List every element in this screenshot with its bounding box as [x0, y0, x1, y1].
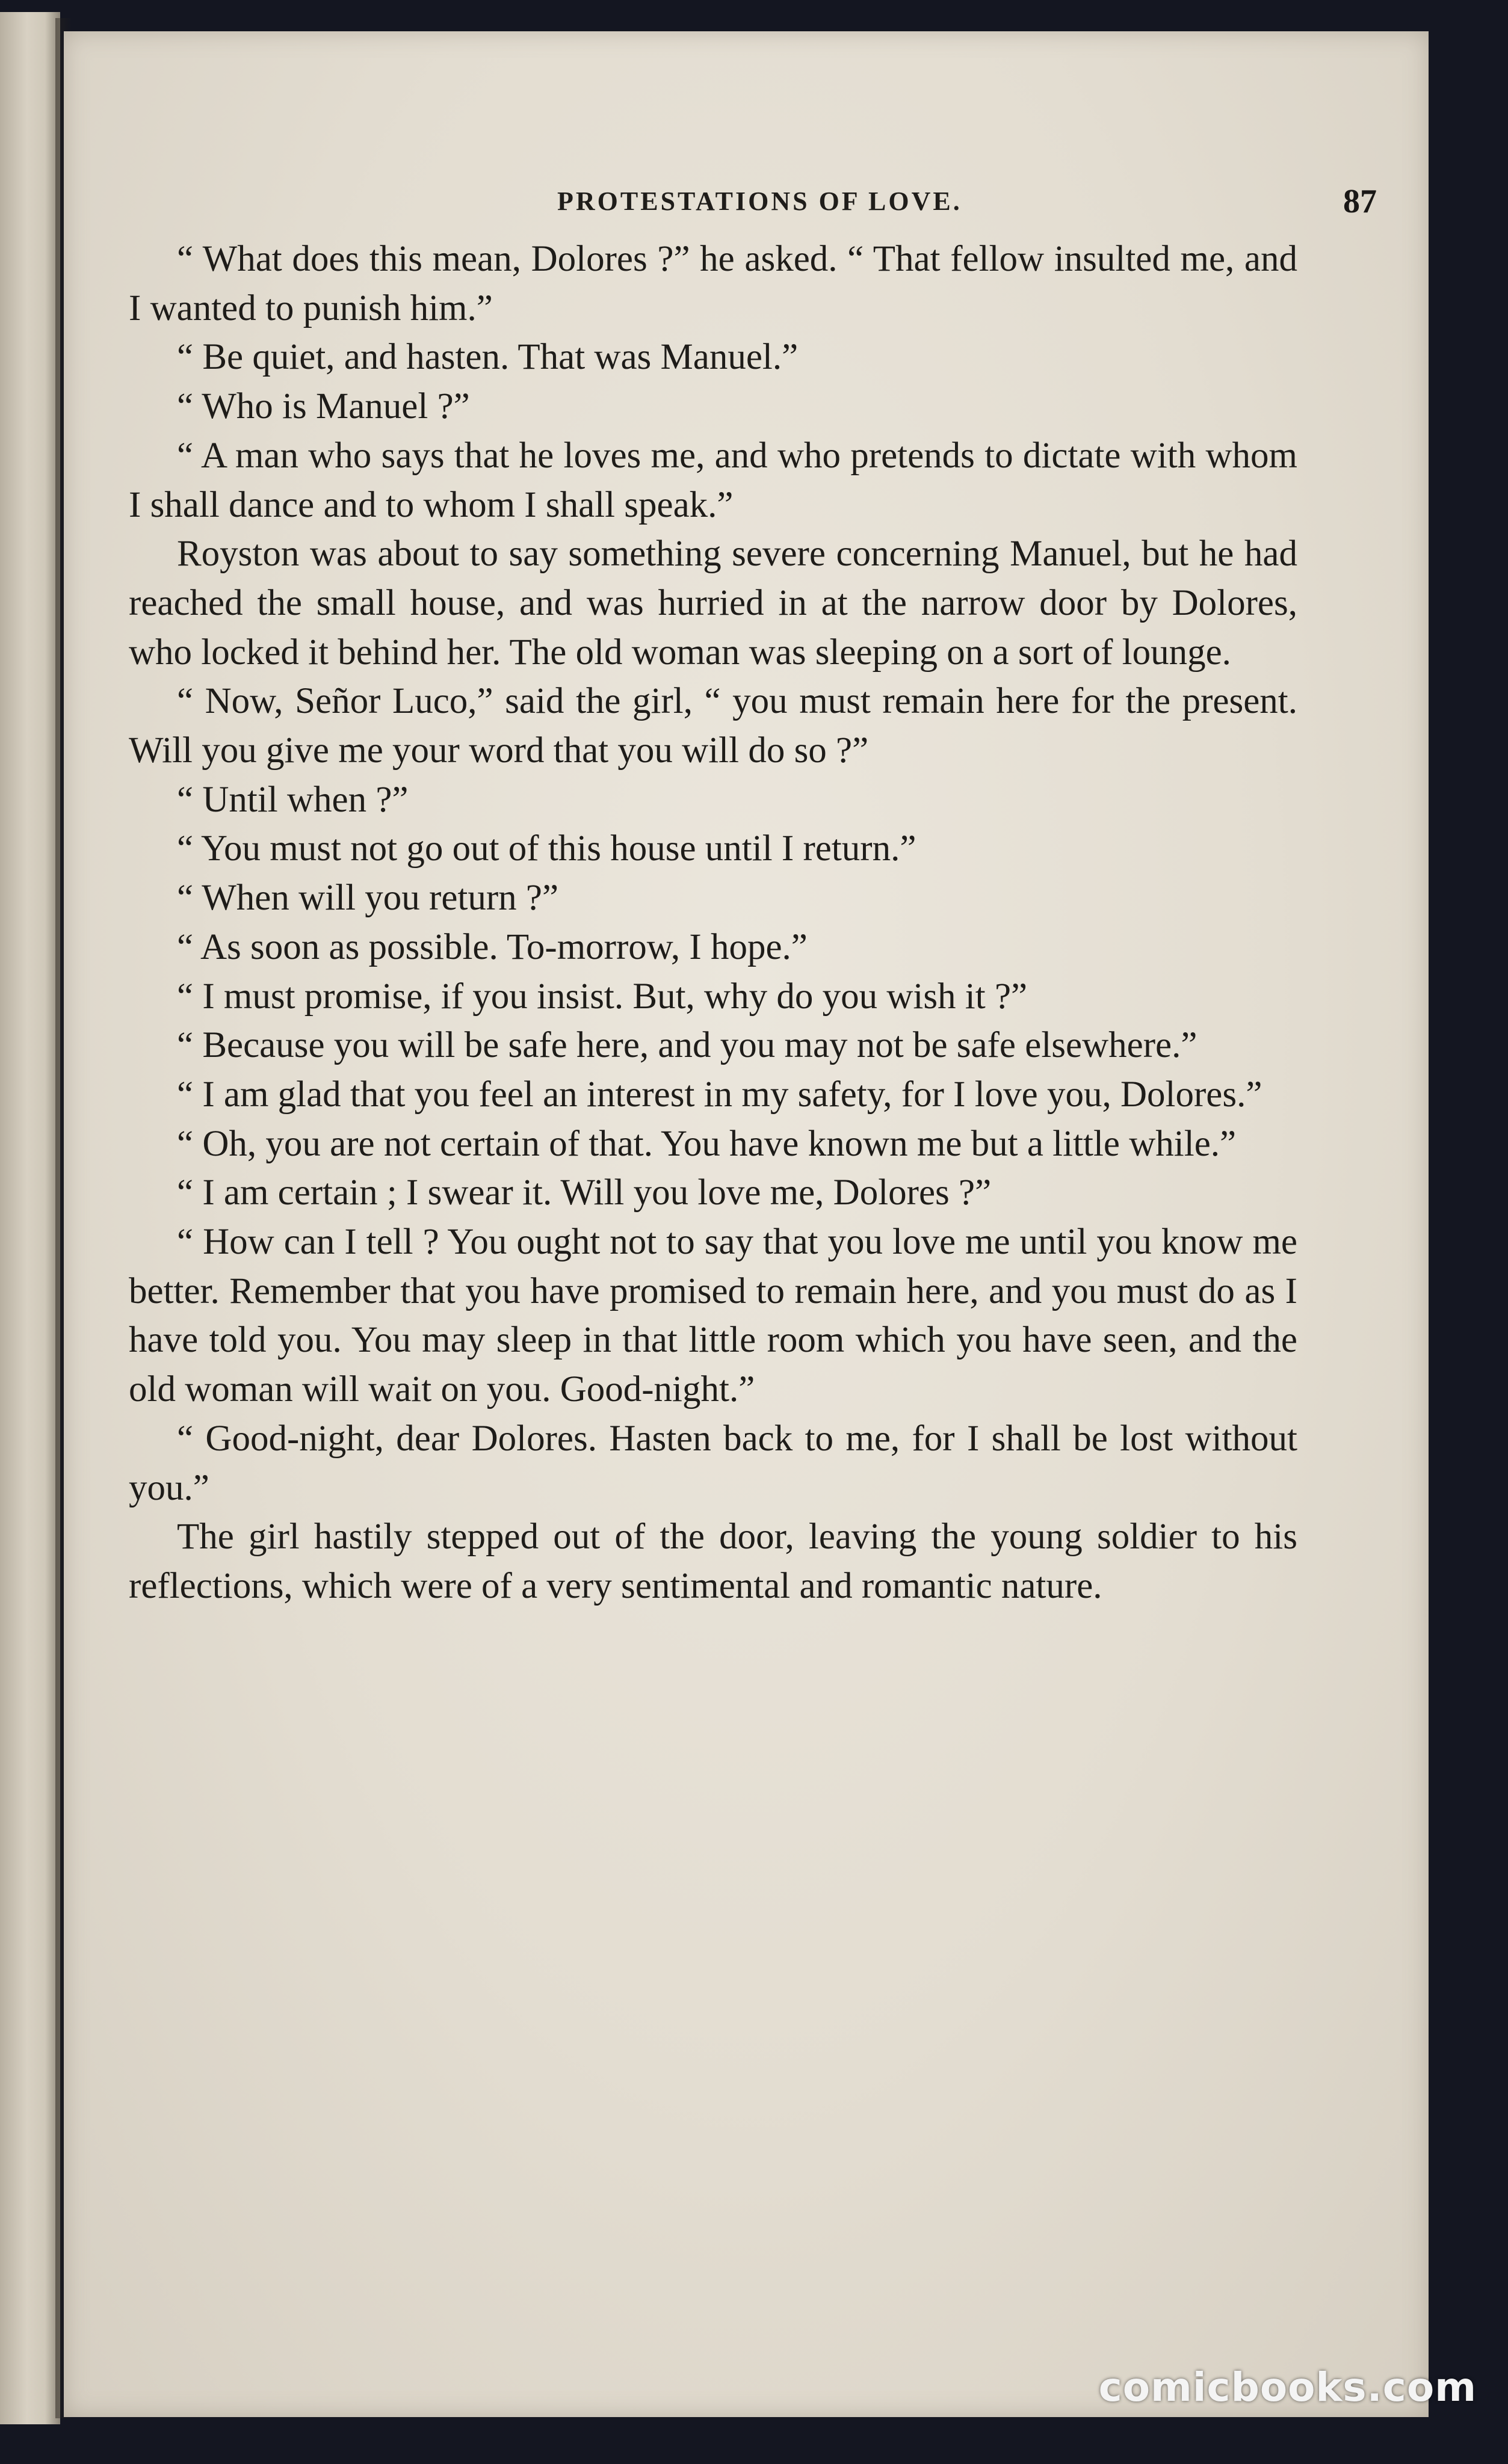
paragraph: “ You must not go out of this house until I return.”: [177, 828, 916, 869]
paragraph: “ As soon as possible. To-morrow, I hope.”: [177, 926, 808, 967]
running-title: PROTESTATIONS OF LOVE.: [557, 186, 962, 216]
previous-page-edge: [0, 12, 60, 2424]
paragraph: “ Until when ?”: [177, 779, 409, 820]
page-header: [557, 174, 1377, 229]
paragraph: “ I am glad that you feel an interest in my safety, for I love you, Dolores.”: [177, 1074, 1262, 1115]
paragraph: “ How can I tell ? You ought not to say that you love me until you know me better. Remember that you have promised to remain here, and you must do as I have told you. You may sleep in that little room which you have seen, and the old woman will wait on you. Good-night.”: [129, 1222, 1297, 1410]
paragraph: The girl hastily stepped out of the door, leaving the young soldier to his reflections, which were of a very sentimental and romantic nature.: [129, 1517, 1297, 1606]
paragraph: “ Good-night, dear Dolores. Hasten back to me, for I shall be lost without you.”: [129, 1418, 1297, 1508]
paragraph: “ I must promise, if you insist. But, why do you wish it ?”: [177, 976, 1028, 1017]
paragraph: “ When will you return ?”: [177, 878, 559, 919]
paragraph: “ I am certain ; I swear it. Will you love me, Dolores ?”: [177, 1172, 992, 1213]
body-text: [129, 235, 1297, 1611]
site-watermark: comicbooks.com: [1098, 2364, 1477, 2410]
page-number: 87: [1343, 183, 1377, 220]
paragraph: “ Because you will be safe here, and you may not be safe elsewhere.”: [177, 1025, 1197, 1066]
paragraph: “ Now, Señor Luco,” said the girl, “ you must remain here for the present. Will you give me your word that you will do so ?”: [129, 681, 1297, 771]
paragraph: “ Be quiet, and hasten. That was Manuel.”: [177, 337, 799, 378]
paragraph: “ Oh, you are not certain of that. You have known me but a little while.”: [177, 1123, 1237, 1164]
paragraph: “ Who is Manuel ?”: [177, 386, 470, 427]
paragraph: “ A man who says that he loves me, and who pretends to dictate with whom I shall dance and to whom I shall speak.”: [129, 435, 1297, 525]
paragraph: “ What does this mean, Dolores ?” he asked. “ That fellow insulted me, and I wanted to punish him.”: [129, 239, 1297, 328]
paragraph: Royston was about to say something severe concerning Manuel, but he had reached the small house, and was hurried in at the narrow door by Dolores, who locked it behind her. The old woman was sleeping on a sort of lounge.: [129, 534, 1297, 673]
